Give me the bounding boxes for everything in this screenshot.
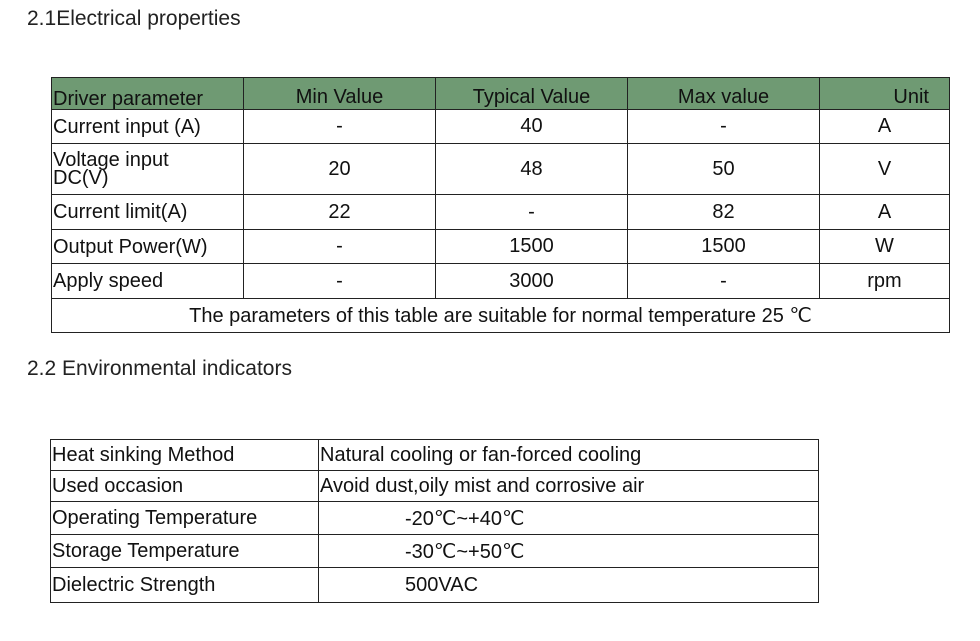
header-cell: Typical Value (436, 78, 628, 110)
table-note: The parameters of this table are suitable for normal temperature 25 ℃ (52, 299, 950, 333)
table-cell: Current limit(A) (52, 195, 244, 230)
table-note-row (52, 299, 950, 333)
table-cell: - (244, 110, 436, 144)
table-cell: - (628, 110, 820, 144)
table-cell: -30℃~+50℃ (319, 535, 819, 568)
table-cell: 3000 (436, 264, 628, 299)
electrical-properties-table (51, 77, 950, 333)
table-cell: 22 (244, 195, 436, 230)
section-title-electrical: 2.1Electrical properties (27, 7, 241, 30)
table-cell: 1500 (628, 230, 820, 264)
table-cell: A (820, 195, 950, 230)
table-row (52, 264, 950, 299)
table-cell: Storage Temperature (51, 535, 319, 568)
table-cell: W (820, 230, 950, 264)
table-cell: Apply speed (52, 264, 244, 299)
table-cell: Heat sinking Method (51, 440, 319, 471)
section-title-environmental: 2.2 Environmental indicators (27, 357, 292, 380)
table-cell: -20℃~+40℃ (319, 502, 819, 535)
header-cell: Min Value (244, 78, 436, 110)
table-row (51, 568, 819, 603)
table-cell: Used occasion (51, 471, 319, 502)
table-row (52, 110, 950, 144)
table-header-row (52, 78, 950, 110)
table-row (51, 535, 819, 568)
table-cell: A (820, 110, 950, 144)
table-cell: - (628, 264, 820, 299)
table-cell: Avoid dust,oily mist and corrosive air (319, 471, 819, 502)
table-cell: 82 (628, 195, 820, 230)
table-cell: Operating Temperature (51, 502, 319, 535)
table-row (51, 471, 819, 502)
table-cell: Voltage input DC(V) (52, 144, 244, 195)
header-cell: Max value (628, 78, 820, 110)
table-cell: - (244, 230, 436, 264)
table-row (52, 230, 950, 264)
table-cell: 50 (628, 144, 820, 195)
table-cell: - (244, 264, 436, 299)
table-cell: 500VAC (319, 568, 819, 603)
table-row (51, 502, 819, 535)
table-cell: Output Power(W) (52, 230, 244, 264)
table-cell: Dielectric Strength (51, 568, 319, 603)
table-row (52, 195, 950, 230)
table-cell: 40 (436, 110, 628, 144)
table-cell: 48 (436, 144, 628, 195)
table-cell: 1500 (436, 230, 628, 264)
table-cell: 20 (244, 144, 436, 195)
table-row (52, 144, 950, 195)
table-cell: rpm (820, 264, 950, 299)
table-cell: Current input (A) (52, 110, 244, 144)
environmental-indicators-table (50, 439, 819, 603)
header-cell: Unit (820, 78, 950, 110)
table-cell: Natural cooling or fan-forced cooling (319, 440, 819, 471)
header-cell: Driver parameter (52, 78, 244, 110)
table-cell: V (820, 144, 950, 195)
table-cell: - (436, 195, 628, 230)
table-row (51, 440, 819, 471)
